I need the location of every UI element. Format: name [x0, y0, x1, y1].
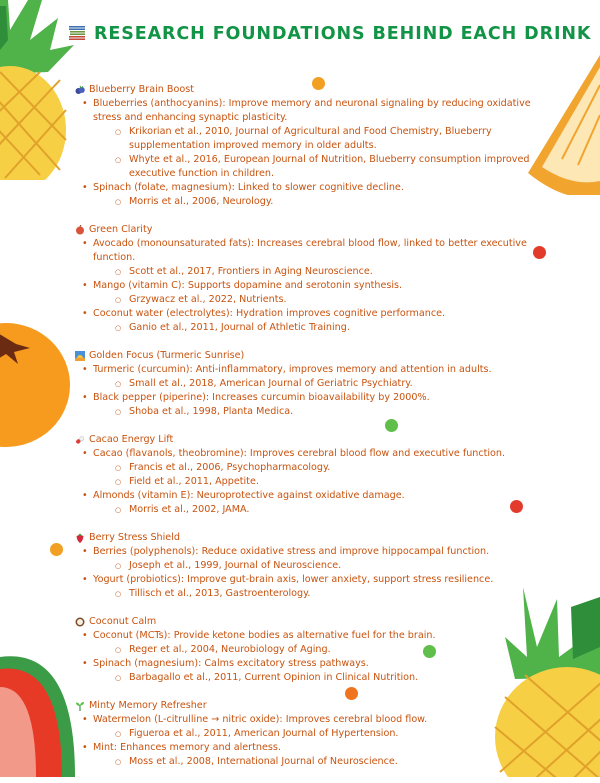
reference-item: ○ Reger et al., 2004, Neurobiology of Aging. [93, 643, 545, 657]
reference-list [93, 643, 545, 657]
reference-list [93, 377, 545, 391]
section-heading-text: Blueberry Brain Boost [89, 84, 194, 95]
finding-list [75, 713, 545, 769]
section-golden-focus [75, 349, 545, 419]
reference-item: ○ Small et al., 2018, American Journal of Geriatric Psychiatry. [93, 377, 545, 391]
reference-item: ○ Scott et al., 2017, Frontiers in Aging Neuroscience. [93, 265, 545, 279]
pill-icon [75, 435, 85, 445]
finding-text: Berries (polyphenols): Reduce oxidative stress and improve hippocampal function. [93, 546, 490, 557]
reference-item: ○ Krikorian et al., 2010, Journal of Agricultural and Food Chemistry, Blueberry supplementation improved memory in older adults. [93, 125, 545, 153]
watermelon-slice-illustration [0, 627, 80, 777]
finding-text: Black pepper (piperine): Increases curcumin bioavailability by 2000%. [93, 392, 430, 403]
blueberry-icon [75, 85, 85, 95]
reference-list [93, 195, 545, 209]
reference-item: ○ Figueroa et al., 2011, American Journal of Hypertension. [93, 727, 545, 741]
finding-text: Almonds (vitamin E): Neuroprotective against oxidative damage. [93, 490, 405, 501]
section-minty-memory-refresher [75, 699, 545, 769]
reference-list [93, 321, 545, 335]
reference-item: ○ Whyte et al., 2016, European Journal of Nutrition, Blueberry consumption improved executive function in children. [93, 153, 545, 181]
title-text: RESEARCH FOUNDATIONS BEHIND EACH DRINK [94, 24, 592, 44]
reference-item: ○ Barbagallo et al., 2011, Current Opinion in Clinical Nutrition. [93, 671, 545, 685]
reference-list [93, 671, 545, 685]
section-heading [75, 615, 545, 629]
reference-item: ○ Shoba et al., 1998, Planta Medica. [93, 405, 545, 419]
finding-list [75, 629, 545, 685]
section-heading [75, 433, 545, 447]
sunrise-icon [75, 351, 85, 361]
reference-item: ○ Morris et al., 2002, JAMA. [93, 503, 545, 517]
finding-item [75, 545, 545, 573]
page-title [68, 24, 591, 44]
finding-item [75, 97, 545, 181]
finding-list [75, 363, 545, 419]
reference-list [93, 559, 545, 573]
section-heading [75, 349, 545, 363]
reference-item: ○ Francis et al., 2006, Psychopharmacology. [93, 461, 545, 475]
finding-item [75, 713, 545, 741]
section-heading-text: Golden Focus (Turmeric Sunrise) [89, 350, 245, 361]
finding-list [75, 545, 545, 601]
finding-text: Turmeric (curcumin): Anti-inflammatory, improves memory and attention in adults. [93, 364, 492, 375]
finding-text: Cacao (flavanols, theobromine): Improves cerebral blood flow and executive function. [93, 448, 506, 459]
finding-item [75, 363, 545, 391]
section-heading-text: Green Clarity [89, 224, 153, 235]
finding-text: Mango (vitamin C): Supports dopamine and serotonin synthesis. [93, 280, 403, 291]
reference-item: ○ Moss et al., 2008, International Journal of Neuroscience. [93, 755, 545, 769]
finding-item [75, 573, 545, 601]
section-green-clarity [75, 223, 545, 335]
finding-text: Yogurt (probiotics): Improve gut-brain axis, lower anxiety, support stress resilience. [93, 574, 494, 585]
finding-text: Coconut (MCTs): Provide ketone bodies as alternative fuel for the brain. [93, 630, 436, 641]
finding-item [75, 279, 545, 307]
finding-item [75, 657, 545, 685]
reference-list [93, 461, 545, 489]
finding-text: Avocado (monounsaturated fats): Increases cerebral blood flow, linked to better executive function. [93, 238, 527, 263]
research-list [75, 83, 545, 783]
reference-list [93, 503, 545, 517]
coconut-icon [75, 617, 85, 627]
section-heading [75, 531, 545, 545]
reference-item: ○ Tillisch et al., 2013, Gastroenterology. [93, 587, 545, 601]
finding-item [75, 741, 545, 769]
finding-list [75, 237, 545, 335]
orange-fruit-illustration [0, 320, 72, 450]
reference-list [93, 727, 545, 741]
finding-list [75, 97, 545, 209]
section-heading [75, 83, 545, 97]
section-heading-text: Berry Stress Shield [89, 532, 180, 543]
section-heading-text: Minty Memory Refresher [89, 700, 207, 711]
section-cacao-energy-lift [75, 433, 545, 517]
finding-text: Spinach (magnesium): Calms excitatory stress pathways. [93, 658, 369, 669]
reference-item: ○ Morris et al., 2006, Neurology. [93, 195, 545, 209]
section-heading [75, 699, 545, 713]
section-berry-stress-shield [75, 531, 545, 601]
finding-list [75, 447, 545, 517]
reference-list [93, 405, 545, 419]
reference-list [93, 265, 545, 279]
finding-text: Blueberries (anthocyanins): Improve memory and neuronal signaling by reducing oxidative stress and enhancing synaptic plasticity. [93, 98, 531, 123]
finding-item [75, 391, 545, 419]
seedling-icon [75, 701, 85, 711]
section-coconut-calm [75, 615, 545, 685]
decorative-dot [50, 543, 63, 556]
finding-item [75, 237, 545, 279]
finding-item [75, 447, 545, 489]
reference-item: ○ Field et al., 2011, Appetite. [93, 475, 545, 489]
section-heading-text: Coconut Calm [89, 616, 157, 627]
finding-text: Watermelon (L-citrulline → nitric oxide): Improves cerebral blood flow. [93, 714, 428, 725]
books-icon [68, 24, 86, 42]
section-blueberry-brain-boost [75, 83, 545, 209]
strawberry-icon [75, 533, 85, 543]
finding-text: Coconut water (electrolytes): Hydration improves cognitive performance. [93, 308, 446, 319]
reference-list [93, 755, 545, 769]
finding-item [75, 629, 545, 657]
reference-item: ○ Ganio et al., 2011, Journal of Athletic Training. [93, 321, 545, 335]
finding-item [75, 181, 545, 209]
green-apple-icon [75, 225, 85, 235]
finding-item [75, 489, 545, 517]
reference-list [93, 125, 545, 181]
reference-list [93, 587, 545, 601]
reference-list [93, 293, 545, 307]
reference-item: ○ Joseph et al., 1999, Journal of Neuroscience. [93, 559, 545, 573]
reference-item: ○ Grzywacz et al., 2022, Nutrients. [93, 293, 545, 307]
section-heading [75, 223, 545, 237]
section-heading-text: Cacao Energy Lift [89, 434, 174, 445]
finding-text: Spinach (folate, magnesium): Linked to slower cognitive decline. [93, 182, 404, 193]
finding-item [75, 307, 545, 335]
finding-text: Mint: Enhances memory and alertness. [93, 742, 281, 753]
